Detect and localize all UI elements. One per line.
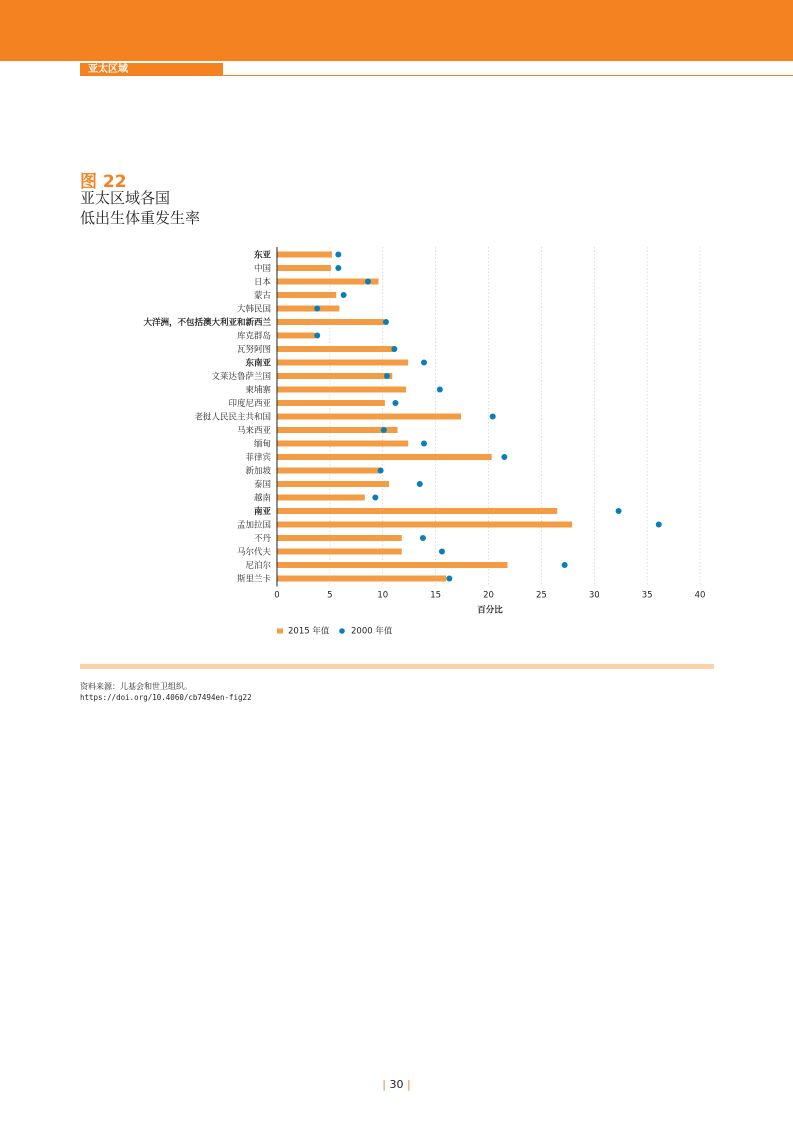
category-label: 孟加拉国: [236, 520, 271, 531]
bar-2015: [278, 252, 332, 258]
legend-swatch-2015: [277, 629, 283, 634]
dot-2000: [421, 360, 427, 366]
x-tick-label: 35: [641, 590, 653, 601]
section-tab: 亚太区域: [80, 63, 223, 76]
dot-2000: [335, 252, 341, 258]
bar-2015: [278, 306, 340, 312]
figure-number: 图 22: [80, 172, 127, 192]
dot-2000: [446, 576, 452, 582]
bar-2015: [278, 319, 384, 325]
category-label: 印度尼西亚: [228, 399, 271, 410]
category-label: 马来西亚: [236, 426, 271, 437]
dot-2000: [562, 562, 568, 568]
page-number-value: 30: [389, 1078, 404, 1091]
x-tick-label: 0: [274, 590, 280, 601]
category-label: 文莱达鲁萨兰国: [211, 372, 271, 383]
category-label: 中国: [253, 264, 271, 275]
bar-2015: [278, 400, 385, 406]
bar-2015: [278, 373, 393, 379]
x-tick-label: 15: [430, 590, 442, 601]
category-label: 斯里兰卡: [236, 574, 271, 585]
x-tick-label: 10: [377, 590, 389, 601]
dot-2000: [420, 535, 426, 541]
bar-2015: [278, 279, 379, 285]
bar-2015: [278, 535, 402, 541]
dot-2000: [381, 427, 387, 433]
x-tick-label: 30: [588, 590, 600, 601]
dot-2000: [391, 346, 397, 352]
category-label: 菲律宾: [245, 453, 271, 464]
bar-2015: [278, 576, 447, 582]
legend-label-2000: 2000 年值: [351, 626, 393, 637]
bar-2015: [278, 427, 398, 433]
source-text: 资料来源：儿基会和世卫组织。: [80, 682, 192, 691]
bar-2015: [278, 292, 337, 298]
dot-2000: [490, 414, 496, 420]
dot-2000: [421, 441, 427, 447]
category-label: 大洋洲，不包括澳大利亚和新西兰: [143, 318, 271, 329]
category-label: 南亚: [253, 507, 271, 518]
dot-2000: [314, 333, 320, 339]
category-label: 泰国: [253, 480, 271, 491]
bar-2015: [278, 454, 492, 460]
dot-2000: [439, 549, 445, 555]
dot-2000: [417, 481, 423, 487]
dot-2000: [378, 468, 384, 474]
dot-2000: [372, 495, 378, 501]
x-tick-label: 40: [694, 590, 706, 601]
bar-2015: [278, 360, 409, 366]
category-label: 东亚: [253, 250, 271, 261]
category-label: 蒙古: [253, 291, 271, 302]
bar-2015: [278, 333, 316, 339]
bar-2015: [278, 265, 331, 271]
dot-2000: [341, 292, 347, 298]
bar-2015: [278, 387, 407, 393]
bar-2015: [278, 522, 573, 528]
dot-2000: [365, 279, 371, 285]
doi-link[interactable]: https://doi.org/10.4060/cb7494en-fig22: [80, 693, 252, 702]
figure-title-line-1: 亚太区域各国: [80, 189, 171, 207]
category-label: 瓦努阿图: [236, 345, 271, 356]
dot-2000: [335, 265, 341, 271]
dot-2000: [383, 319, 389, 325]
category-label: 老挝人民民主共和国: [194, 412, 271, 423]
x-axis-label: 百分比: [477, 605, 503, 616]
dot-2000: [616, 508, 622, 514]
category-label: 柬埔寨: [245, 385, 271, 396]
bar-2015: [278, 508, 558, 514]
dot-2000: [501, 454, 507, 460]
x-tick-label: 25: [535, 590, 547, 601]
legend-label-2015: 2015 年值: [288, 626, 330, 637]
x-tick-label: 5: [327, 590, 333, 601]
category-label: 马尔代夫: [236, 547, 271, 558]
dot-2000: [437, 387, 443, 393]
category-label: 库克群岛: [236, 331, 271, 342]
legend-swatch-2000: [339, 628, 345, 634]
bar-2015: [278, 562, 508, 568]
bar-2015: [278, 441, 409, 447]
source-note: [80, 681, 252, 703]
category-label: 新加坡: [245, 466, 271, 477]
dot-2000: [384, 373, 390, 379]
bottom-rule: [80, 664, 714, 669]
dot-2000: [656, 522, 662, 528]
category-label: 日本: [253, 277, 271, 288]
category-label: 缅甸: [253, 439, 271, 450]
bar-2015: [278, 468, 382, 474]
bar-2015: [278, 481, 390, 487]
figure-title-line-2: 低出生体重发生率: [80, 209, 201, 227]
category-label: 尼泊尔: [245, 561, 271, 572]
bar-2015: [278, 495, 365, 501]
category-label: 越南: [253, 493, 271, 504]
category-label: 大韩民国: [236, 304, 271, 315]
bar-2015: [278, 346, 395, 352]
dot-2000: [392, 400, 398, 406]
page-number: | 30 |: [382, 1078, 411, 1091]
bar-2015: [278, 549, 402, 555]
x-tick-label: 20: [483, 590, 494, 601]
category-label: 东南亚: [245, 358, 271, 369]
dot-2000: [314, 306, 320, 312]
category-label: 不丹: [253, 534, 271, 545]
bar-2015: [278, 414, 462, 420]
